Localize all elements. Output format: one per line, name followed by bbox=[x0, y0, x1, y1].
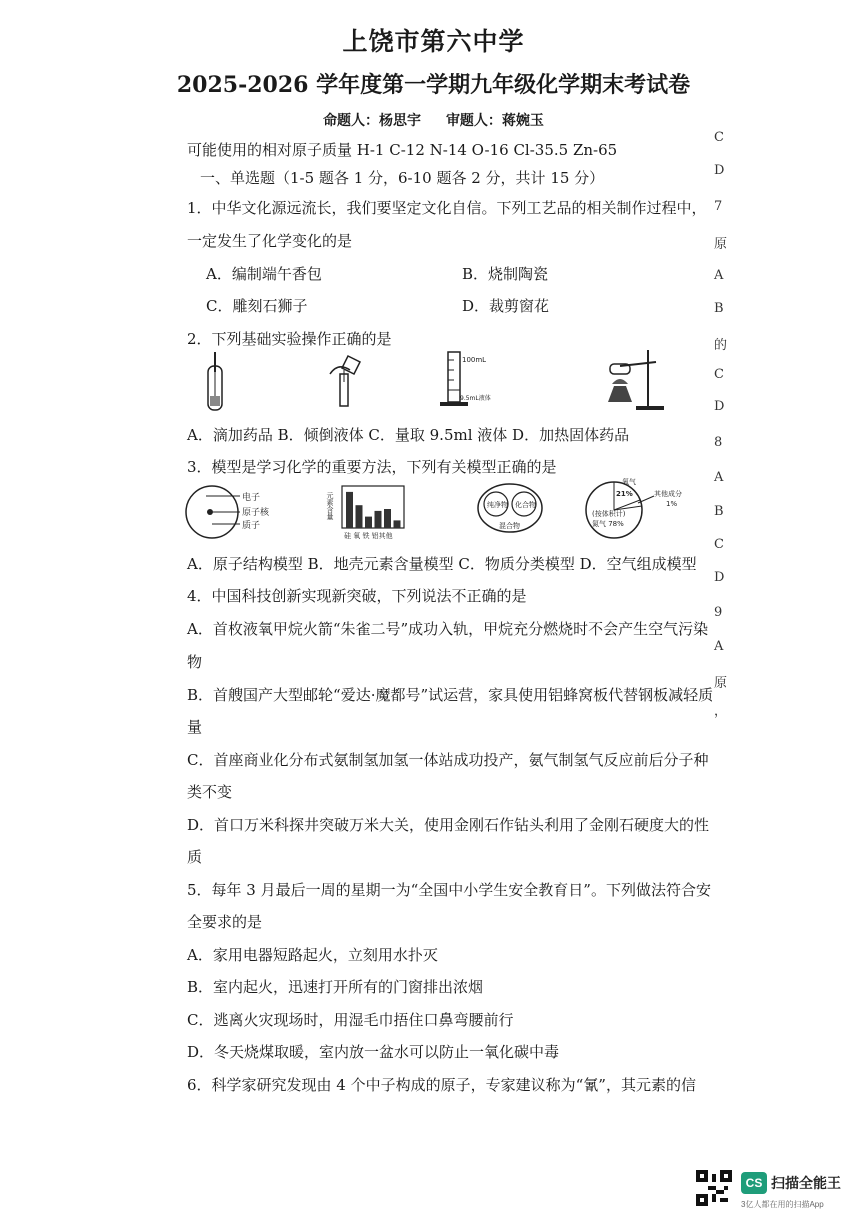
margin-char: A bbox=[714, 639, 724, 654]
atomic-masses: 可能使用的相对原子质量 H-1 C-12 N-14 O-16 Cl-35.5 Zn-65 bbox=[187, 141, 618, 159]
atom-label-nucleus: 原子核 bbox=[242, 508, 270, 518]
author: 命题人：杨思宇 bbox=[323, 113, 422, 129]
q4-option-a-1: A．首枚液氧甲烷火箭“朱雀二号”成功入轨，甲烷充分燃烧时不会产生空气污染 bbox=[187, 620, 709, 638]
margin-char: 原 bbox=[714, 237, 728, 252]
atom-model-figure bbox=[186, 484, 276, 540]
margin-char: 9 bbox=[714, 605, 723, 620]
cylinder-scale-label: 100mL bbox=[462, 356, 487, 364]
section-heading: 一、单选题（1-5 题各 1 分，6-10 题各 2 分，共计 15 分） bbox=[200, 169, 605, 187]
bar-3 bbox=[375, 511, 382, 528]
q2-options: A．滴加药品 B．倾倒液体 C．量取 9.5ml 液体 D．加热固体药品 bbox=[187, 426, 630, 444]
class-label-left: 纯净物 bbox=[487, 501, 508, 509]
margin-char: D bbox=[714, 163, 725, 178]
pouring-liquid-figure bbox=[320, 352, 368, 408]
classification-model-figure bbox=[474, 482, 546, 538]
air-pct-o2: 21% bbox=[616, 490, 633, 498]
q1-option-d: D．裁剪窗花 bbox=[462, 297, 550, 315]
heating-apparatus-figure bbox=[598, 346, 666, 412]
q4-stem: 4．中国科技创新实现新突破，下列说法不正确的是 bbox=[187, 587, 527, 605]
margin-char: C bbox=[714, 537, 724, 552]
bar-1 bbox=[356, 505, 363, 528]
q1-option-b: B．烧制陶瓷 bbox=[462, 265, 549, 283]
dropper-tube-figure bbox=[200, 352, 230, 414]
class-label-bottom: 混合物 bbox=[499, 522, 520, 530]
scanner-app-name: 扫描全能王 bbox=[771, 1175, 841, 1191]
q2-stem: 2．下列基础实验操作正确的是 bbox=[187, 330, 392, 348]
bar-5 bbox=[394, 520, 401, 528]
air-label-other: 其他成分 bbox=[654, 490, 682, 498]
q1-stem-2: 一定发生了化学变化的是 bbox=[187, 232, 353, 250]
q4-option-d-1: D．首口万米科探井突破万米大关，使用金刚石作钻头利用了金刚石硬度大的性 bbox=[187, 816, 710, 834]
margin-char: 的 bbox=[714, 338, 728, 353]
q5-stem-2: 全要求的是 bbox=[187, 913, 263, 931]
q1-option-c: C．雕刻石狮子 bbox=[206, 297, 308, 315]
atom-label-electron: 电子 bbox=[242, 493, 261, 503]
q4-option-c-2: 类不变 bbox=[187, 783, 233, 801]
margin-char: B bbox=[714, 504, 724, 519]
q5-option-d: D．冬天烧煤取暖，室内放一盆水可以防止一氧化碳中毒 bbox=[187, 1043, 560, 1061]
margin-char: B bbox=[714, 301, 724, 316]
bar-chart-ylabel: 元素含量 bbox=[326, 492, 334, 520]
q3-stem: 3．模型是学习化学的重要方法，下列有关模型正确的是 bbox=[187, 458, 557, 476]
q5-option-a: A．家用电器短路起火，立刻用水扑灭 bbox=[187, 946, 438, 964]
margin-char: A bbox=[714, 470, 724, 485]
bar-0 bbox=[346, 492, 353, 528]
q1-option-a: A．编制端午香包 bbox=[206, 265, 322, 283]
q4-option-c-1: C．首座商业化分布式氨制氢加氢一体站成功投产，氨气制氢气反应前后分子种 bbox=[187, 751, 709, 769]
qr-code-icon bbox=[696, 1170, 732, 1206]
air-pct-other: 1% bbox=[666, 500, 678, 508]
margin-char: ， bbox=[714, 704, 728, 719]
q1-stem-1: 1．中华文化源远流长，我们要坚定文化自信。下列工艺品的相关制作过程中， bbox=[187, 199, 707, 217]
margin-char: D bbox=[714, 570, 725, 585]
bar-4 bbox=[384, 509, 391, 528]
margin-char: D bbox=[714, 399, 725, 414]
air-label-o2: 氧气 bbox=[622, 478, 636, 486]
scanner-tagline: 3亿人都在用的扫描App bbox=[741, 1200, 824, 1209]
q4-option-b-1: B．首艘国产大型邮轮“爱达·魔都号”试运营，家具使用铝蜂窝板代替钢板减轻质 bbox=[187, 686, 714, 704]
q5-option-b: B．室内起火，迅速打开所有的门窗排出浓烟 bbox=[187, 978, 484, 996]
bar-chart-xlabel: 硅 氧 铁 铝其他 bbox=[344, 532, 393, 540]
air-composition-figure bbox=[582, 476, 686, 540]
margin-char: A bbox=[714, 268, 724, 283]
q5-stem-1: 5．每年 3 月最后一周的星期一为“全国中小学生安全教育日”。下列做法符合安 bbox=[187, 881, 711, 899]
class-label-right: 化合物 bbox=[515, 501, 536, 509]
school-name: 上饶市第六中学 bbox=[342, 27, 525, 56]
crust-bar-chart bbox=[326, 484, 410, 540]
margin-char: 7 bbox=[714, 199, 723, 214]
graduated-cylinder-figure bbox=[430, 350, 510, 408]
atom-label-proton: 质子 bbox=[242, 521, 261, 531]
cylinder-volume-label: 9.5mL液体 bbox=[460, 395, 491, 402]
q3-options: A．原子结构模型 B．地壳元素含量模型 C．物质分类模型 D．空气组成模型 bbox=[187, 555, 697, 573]
air-label-n2: 氮气 78% bbox=[592, 520, 624, 528]
margin-char: 原 bbox=[714, 676, 728, 691]
air-label-basis: (按体积计) bbox=[592, 510, 626, 518]
author-line bbox=[0, 110, 867, 130]
bar-series bbox=[346, 492, 401, 528]
bar-2 bbox=[365, 517, 372, 528]
q5-option-c: C．逃离火灾现场时，用湿毛巾捂住口鼻弯腰前行 bbox=[187, 1011, 514, 1029]
q4-option-d-2: 质 bbox=[187, 848, 203, 866]
scanner-logo-icon: CS bbox=[741, 1172, 767, 1194]
exam-title: 2025-2026 学年度第一学期九年级化学期末考试卷 bbox=[176, 72, 691, 98]
reviewer: 审题人：蒋婉玉 bbox=[445, 113, 544, 129]
margin-char: 8 bbox=[714, 435, 723, 450]
q4-option-a-2: 物 bbox=[187, 653, 203, 671]
margin-char: C bbox=[714, 367, 724, 382]
margin-char: C bbox=[714, 130, 724, 145]
q6-stem: 6．科学家研究发现由 4 个中子构成的原子，专家建议称为“氰”，其元素的信 bbox=[187, 1076, 696, 1094]
q4-option-b-2: 量 bbox=[187, 718, 203, 736]
